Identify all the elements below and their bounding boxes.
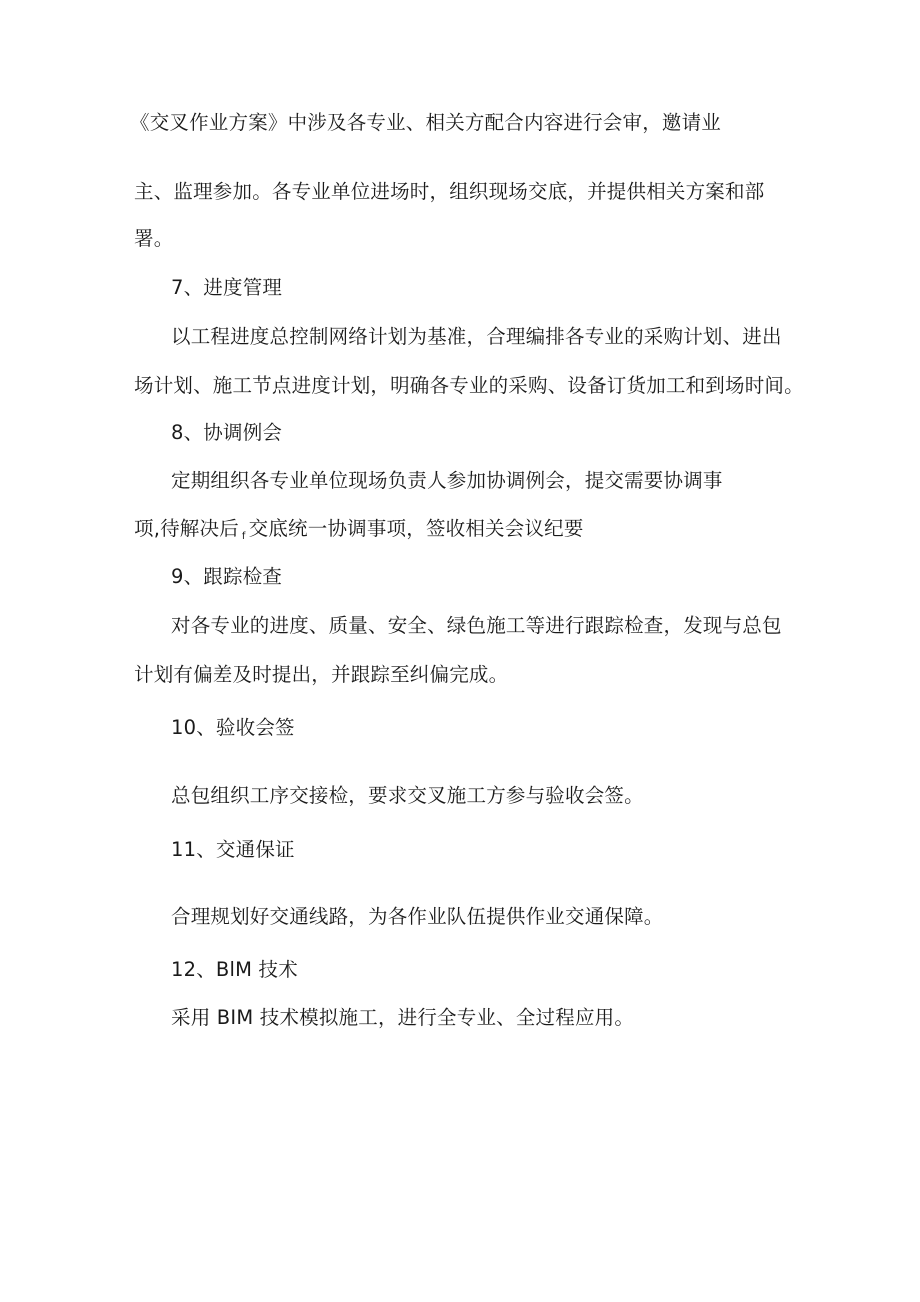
subscript-mark: f xyxy=(241,531,246,542)
section-heading: 8、协调例会 xyxy=(171,421,283,444)
paragraph-line: 定期组织各专业单位现场负责人参加协调例会，提交需要协调事 xyxy=(171,469,723,492)
paragraph-line: 以工程进度总控制网络计划为基准，合理编排各专业的采购计划、进出 xyxy=(171,325,782,348)
paragraph-line xyxy=(134,517,584,549)
paragraph-line: 计划有偏差及时提出，并跟踪至纠偏完成。 xyxy=(134,663,509,686)
paragraph-line: 采用 BIM 技术模拟施工，进行全专业、全过程应用。 xyxy=(171,1006,635,1029)
paragraph-line: 对各专业的进度、质量、安全、绿色施工等进行跟踪检查，发现与总包 xyxy=(171,614,782,637)
section-heading: 7、进度管理 xyxy=(171,276,283,299)
section-heading: 10、验收会签 xyxy=(171,716,295,739)
text-segment: 项,待解决后 xyxy=(134,517,239,540)
paragraph-line: 主、监理参加。各专业单位进场时，组织现场交底，并提供相关方案和部 xyxy=(134,180,765,203)
paragraph-line: 《交叉作业方案》中涉及各专业、相关方配合内容进行会审，邀请业 xyxy=(130,111,722,134)
section-heading: 11、交通保证 xyxy=(171,838,295,861)
paragraph-line: 署。 xyxy=(134,227,174,250)
section-heading: 9、跟踪检查 xyxy=(171,565,283,588)
text-segment: 交底统一协调事项，签收相关会议纪要 xyxy=(248,517,584,540)
section-heading: 12、BlM 技术 xyxy=(171,958,298,981)
paragraph-line: 总包组织工序交接检，要求交叉施工方参与验收会签。 xyxy=(171,784,644,807)
paragraph-line: 合理规划好交通线路，为各作业队伍提供作业交通保障。 xyxy=(171,905,664,928)
paragraph-line: 场计划、施工节点进度计划，明确各专业的采购、设备订货加工和到场时间。 xyxy=(134,374,804,397)
